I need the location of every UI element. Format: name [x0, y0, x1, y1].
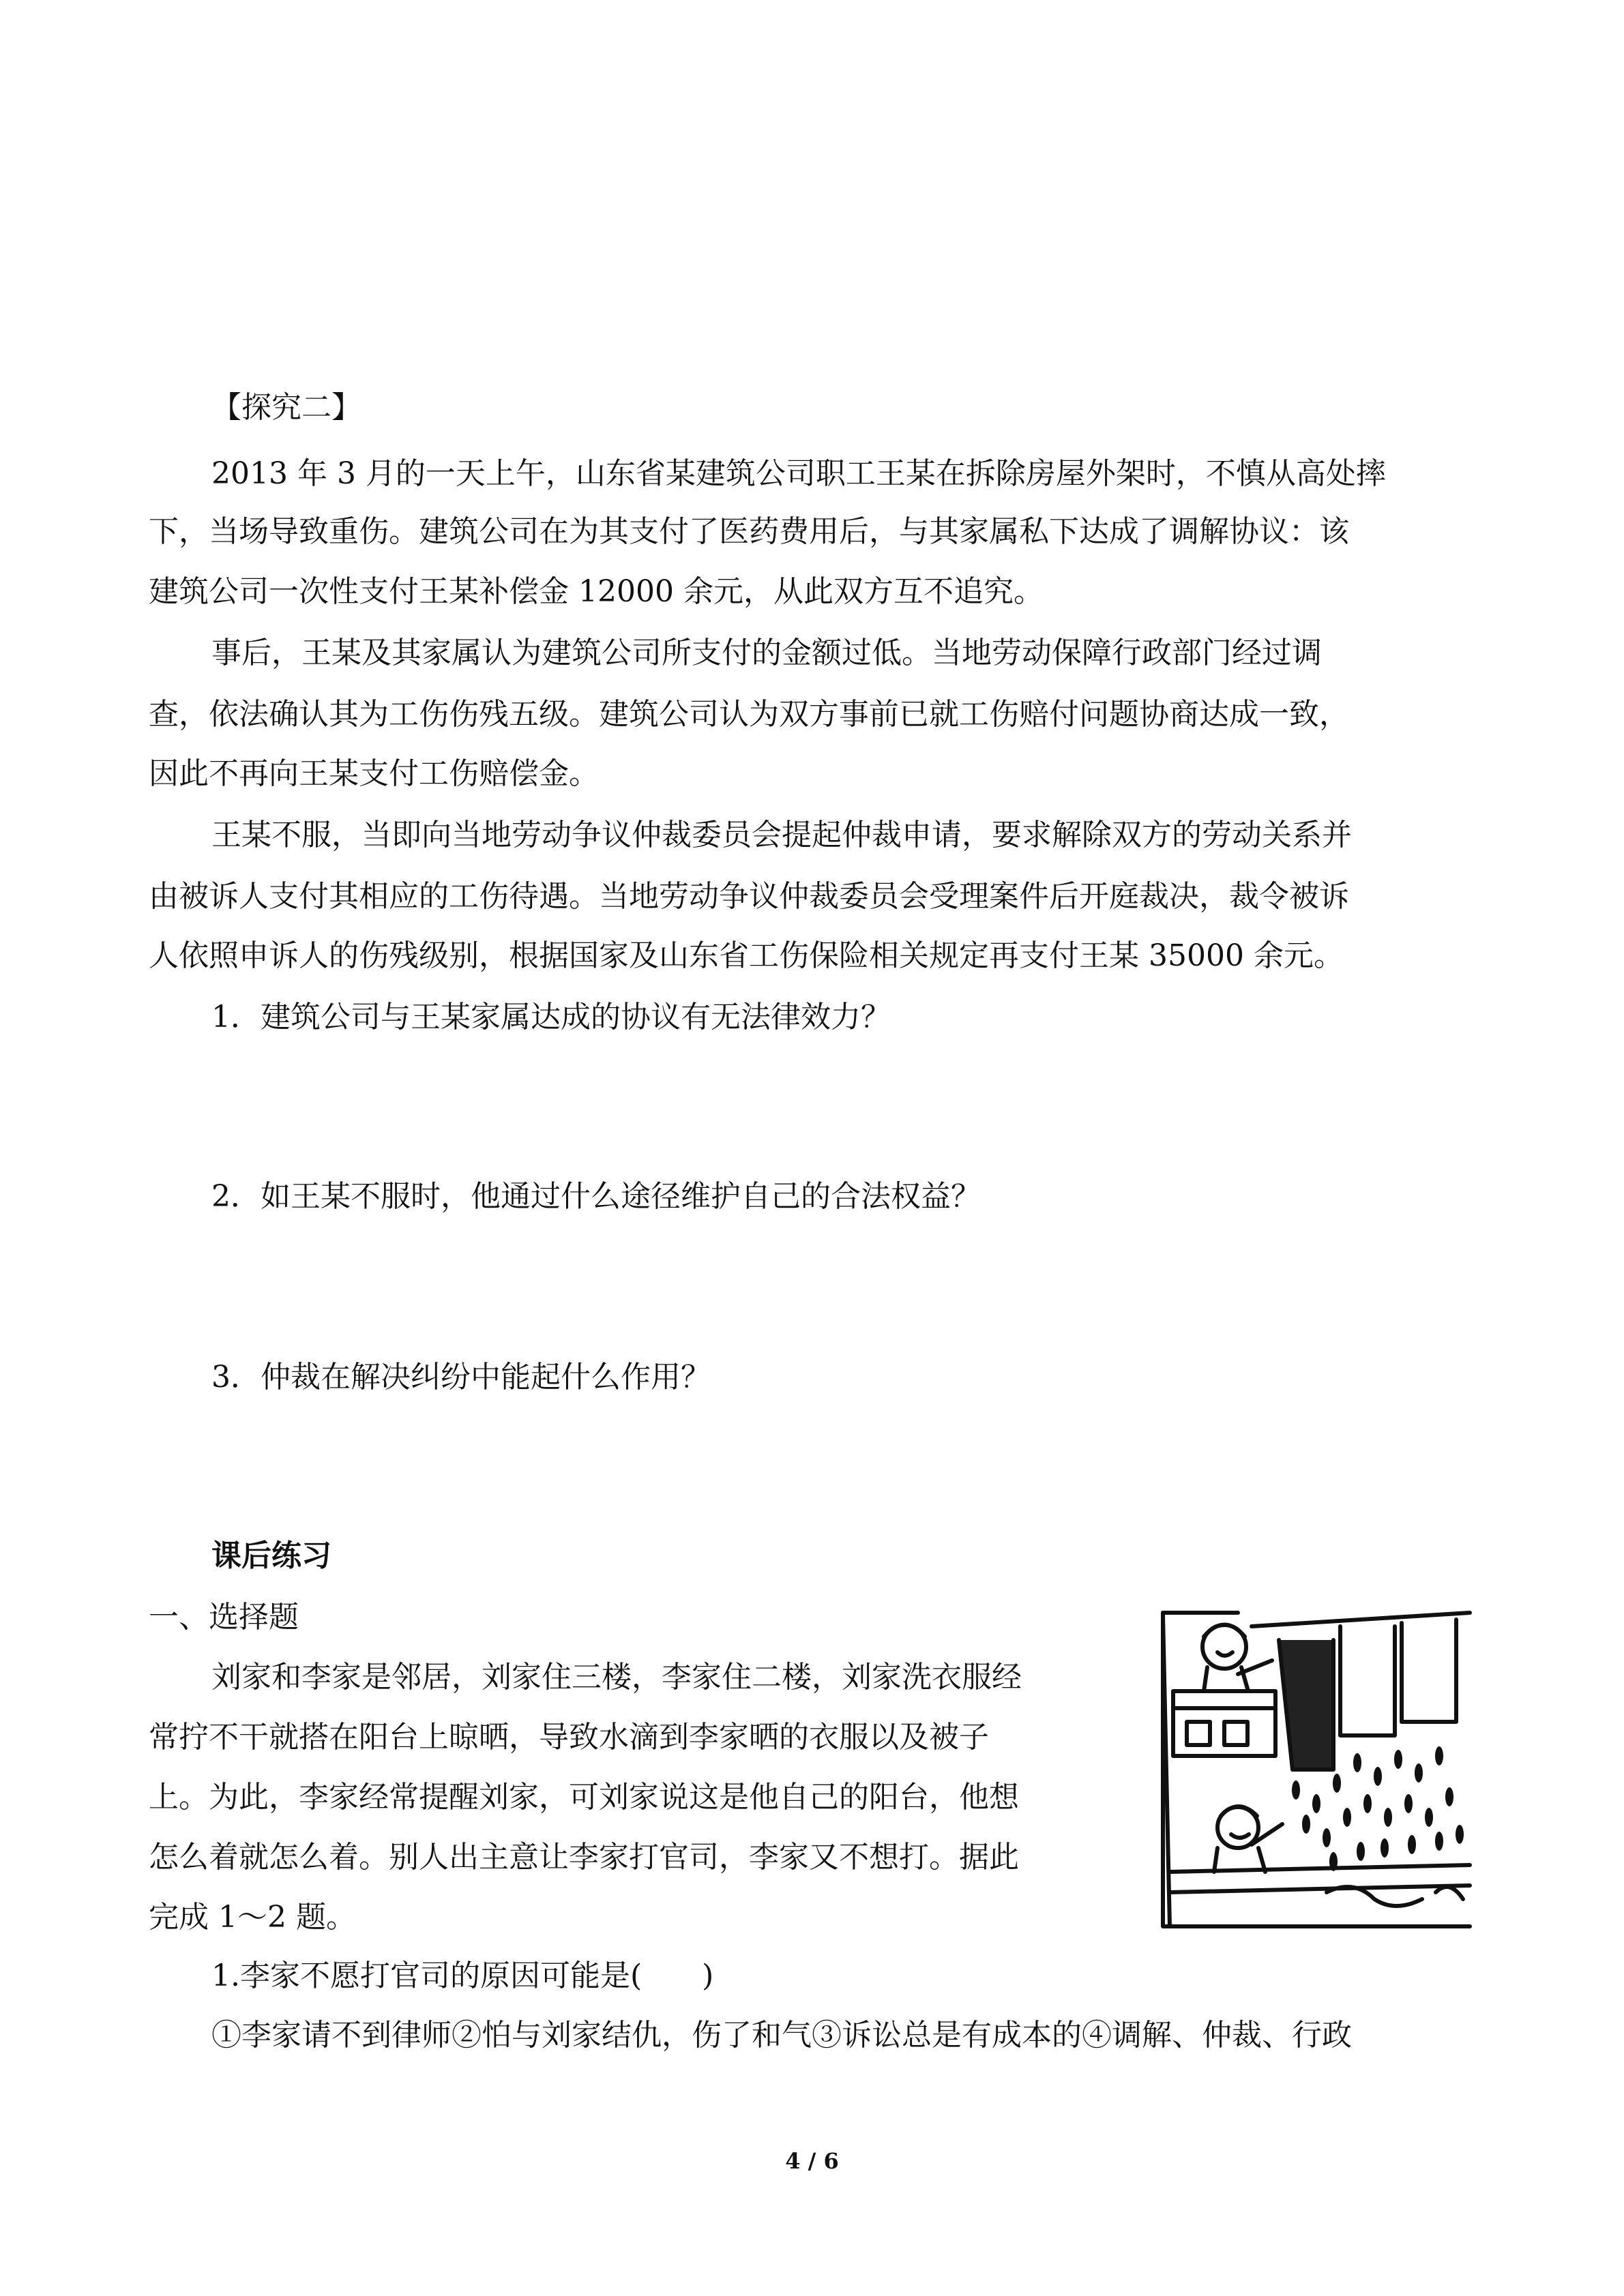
- case-line: 事后，王某及其家属认为建筑公司所支付的金额过低。当地劳动保障行政部门经过调: [211, 636, 1322, 670]
- scenario-line: 完成 1～2 题。: [149, 1900, 356, 1935]
- mc-options: ①李家请不到律师②怕与刘家结仇，伤了和气③诉讼总是有成本的④调解、仲裁、行政: [211, 2018, 1352, 2053]
- balcony-cartoon-icon: [1149, 1599, 1477, 1933]
- scenario-line: 常拧不干就搭在阳台上晾晒，导致水滴到李家晒的衣服以及被子: [149, 1720, 989, 1755]
- case-line: 下，当场导致重伤。建筑公司在为其支付了医药费用后，与其家属私下达成了调解协议：该: [149, 514, 1349, 549]
- exercise-heading: 课后练习: [211, 1538, 331, 1573]
- case-line: 查，依法确认其为工伤伤残五级。建筑公司认为双方事前已就工伤赔付问题协商达成一致，: [149, 697, 1349, 732]
- scenario-line: 上。为此，李家经常提醒刘家，可刘家说这是他自己的阳台，他想: [149, 1780, 1019, 1815]
- case-line: 因此不再向王某支付工伤赔偿金。: [149, 756, 599, 791]
- section-heading: 【探究二】: [211, 390, 361, 425]
- mc-question: 1.李家不愿打官司的原因可能是( ): [211, 1958, 714, 1993]
- case-line: 建筑公司一次性支付王某补偿金 12000 余元，从此双方互不追究。: [149, 574, 1044, 609]
- case-line: 王某不服，当即向当地劳动争议仲裁委员会提起仲裁申请，要求解除双方的劳动关系并: [211, 818, 1352, 852]
- question-2: 2．如王某不服时，他通过什么途径维护自己的合法权益？: [211, 1179, 981, 1214]
- scenario-line: 刘家和李家是邻居，刘家住三楼，李家住二楼，刘家洗衣服经: [211, 1660, 1022, 1695]
- page-number: 4 / 6: [785, 2148, 839, 2174]
- case-line: 2013 年 3 月的一天上午，山东省某建筑公司职工王某在拆除房屋外架时，不慎从高处摔: [211, 456, 1386, 491]
- scenario-line: 怎么着就怎么着。别人出主意让李家打官司，李家又不想打。据此: [149, 1840, 1019, 1875]
- question-1: 1．建筑公司与王某家属达成的协议有无法律效力？: [211, 1000, 891, 1034]
- case-line: 由被诉人支付其相应的工伤待遇。当地劳动争议仲裁委员会受理案件后开庭裁决，裁令被诉: [149, 879, 1349, 914]
- case-line: 人依照申诉人的伤残级别，根据国家及山东省工伤保险相关规定再支付王某 35000 余元。: [149, 938, 1344, 973]
- choice-heading: 一、选择题: [149, 1600, 299, 1635]
- question-3: 3．仲裁在解决纠纷中能起什么作用？: [211, 1360, 711, 1395]
